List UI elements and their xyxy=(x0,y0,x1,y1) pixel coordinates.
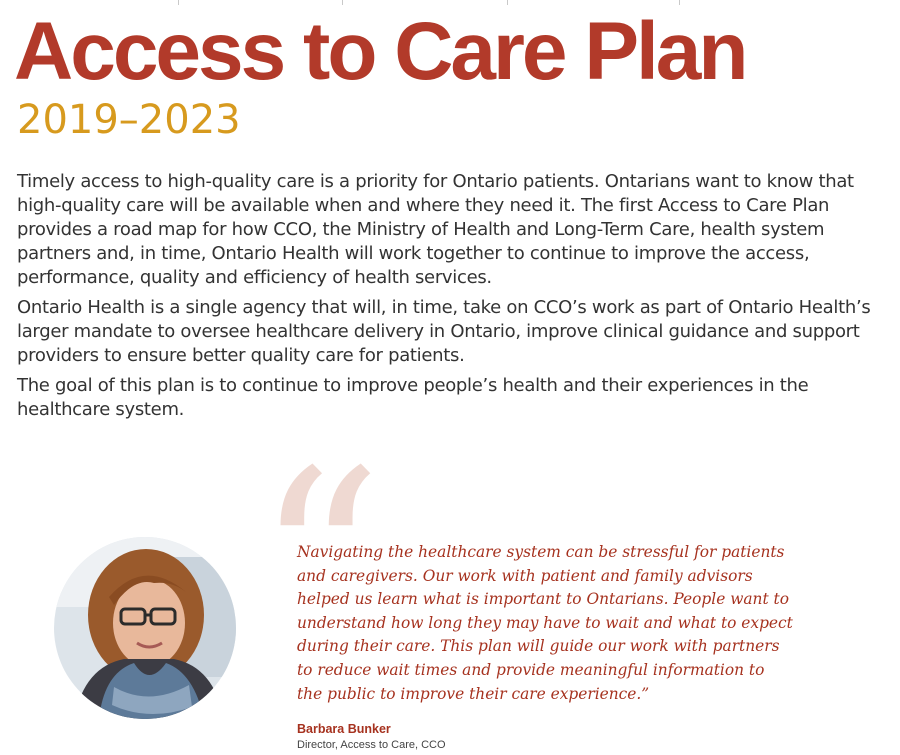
intro-paragraph: Ontario Health is a single agency that will, in time, take on CCO’s work as part of Ontario Health’s larger mandate to oversee healthcare delivery in Ontario, improve clinical guidance and support providers to ensure better quality care for patients. xyxy=(17,297,871,366)
quote-line: Navigating the healthcare system can be stressful for patients xyxy=(297,543,785,561)
intro-paragraph: The goal of this plan is to continue to improve people’s health and their experiences in the healthcare system. xyxy=(17,375,809,420)
intro-section xyxy=(17,170,892,428)
quote-line: during their care. This plan will guide our work with partners xyxy=(297,637,780,656)
testimonial-quote xyxy=(297,541,857,706)
author-role: Director, Access to Care, CCO xyxy=(297,739,446,751)
author-photo xyxy=(54,537,236,719)
quote-line: helped us learn what is important to Ontarians. People want to xyxy=(297,590,789,609)
intro-paragraph: Timely access to high-quality care is a priority for Ontario patients. Ontarians want to know that high-quality care will be available when and where they need it. The first Access to Care Plan provides a road map for how CCO, the Ministry of Health and Long-Term Care, health system partners and, in time, Ontario Health will work together to continue to improve the access, performance, quality and efficiency of health services. xyxy=(17,171,854,288)
quote-mark-icon: “ xyxy=(255,417,383,708)
author-name: Barbara Bunker xyxy=(297,722,391,736)
quote-line: understand how long they may have to wait and what to expect xyxy=(297,613,793,632)
page-title: Access to Care Plan xyxy=(14,6,746,97)
quote-line: to reduce wait times and provide meaningful information to xyxy=(297,660,765,679)
plan-years: 2019–2023 xyxy=(17,97,241,143)
quote-line: and caregivers. Our work with patient and family advisors xyxy=(297,566,753,585)
quote-line: the public to improve their care experience.” xyxy=(297,684,650,703)
